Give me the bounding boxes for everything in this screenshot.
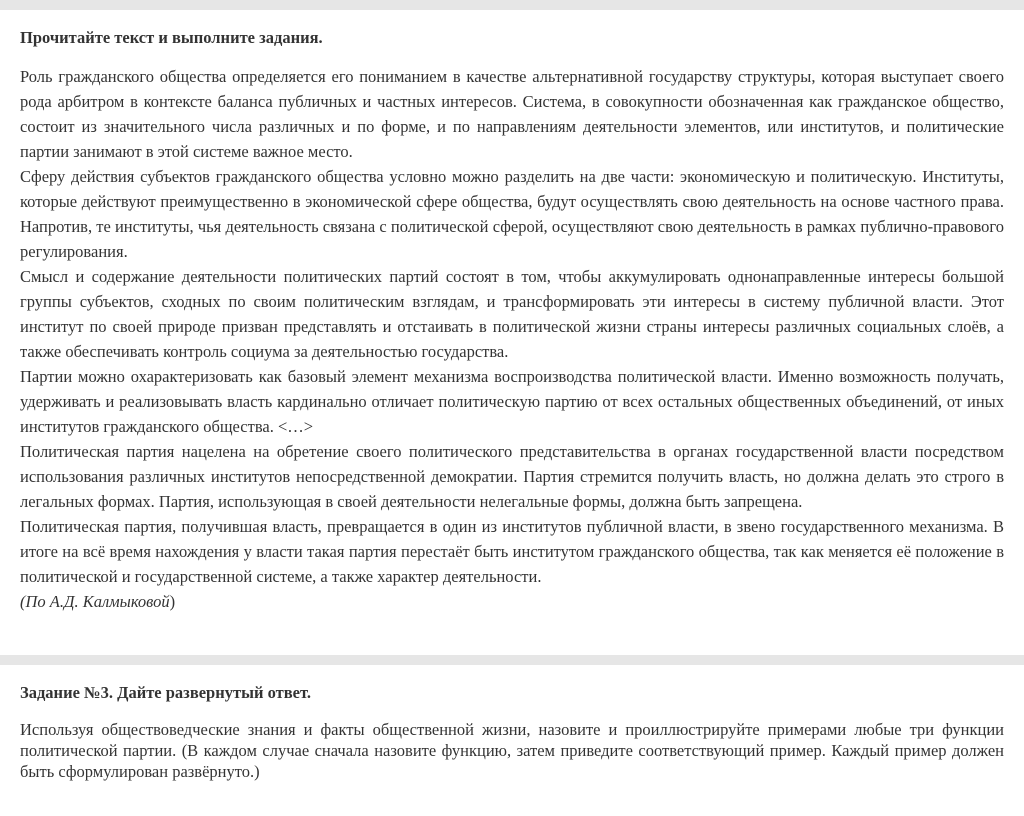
source-close: ) bbox=[169, 592, 176, 611]
reading-source bbox=[20, 589, 1004, 614]
reading-paragraph-5: Политическая партия нацелена на обретение своего политического представительства в органах государственной власти посредством использования различных институтов непосредственной демократии. Партия стремится получить власть, но должна делать это строго в легальных формах. Партия, использующая в своей деятельности нелегальные формы, должна быть запрещена. bbox=[20, 442, 1004, 511]
source-author: (По А.Д. Калмыковой bbox=[20, 592, 170, 611]
task-heading: Задание №3. Дайте развернутый ответ. bbox=[20, 683, 311, 702]
reading-paragraph-1: Роль гражданского общества определяется его пониманием в качестве альтернативной государству структуры, которая выступает своего рода арбитром в контексте баланса публичных и частных интересов. Система, в совокупности обозначенная как гражданское общество, состоит из значительного числа различных и по форме, и по направлениям деятельности элементов, или институтов, и политические партии занимают в этой системе важное место. bbox=[20, 67, 1004, 161]
reading-paragraph-6: Политическая партия, получившая власть, превращается в один из институтов публичной власти, в звено государственного механизма. В итоге на всё время нахождения у власти такая партия перестаёт быть институтом гражданского общества, так как меняется её положение в политической и государственной системе, а также характер деятельности. bbox=[20, 517, 1004, 586]
task-body: Используя обществоведческие знания и факты общественной жизни, назовите и проиллюстрируйте примерами любые три функции политической партии. (В каждом случае сначала назовите функцию, затем приведите соответствующий пример. Каждый пример должен быть сформулирован развёрнуто.) bbox=[20, 720, 1004, 781]
reading-paragraph-4: Партии можно охарактеризовать как базовый элемент механизма воспроизводства политической власти. Именно возможность получать, удерживать и реализовывать власть кардинально отличает политическую партию от всех остальных общественных объединений, от иных институтов гражданского общества. <…> bbox=[20, 367, 1004, 436]
reading-paragraph-2: Сферу действия субъектов гражданского общества условно можно разделить на две части: экономическую и политическую. Институты, которые действуют преимущественно в экономической сфере общества, будут осуществлять свою деятельность на основе частного права. Напротив, те институты, чья деятельность связана с политической сферой, осуществляют свою деятельность в рамках публично-правового регулирования. bbox=[20, 167, 1004, 261]
reading-heading: Прочитайте текст и выполните задания. bbox=[20, 28, 323, 47]
reading-section bbox=[0, 10, 1024, 655]
reading-text bbox=[20, 64, 1004, 614]
task-section bbox=[0, 665, 1024, 816]
reading-paragraph-3: Смысл и содержание деятельности политических партий состоят в том, чтобы аккумулировать однонаправленные интересы большой группы субъектов, сходных по своим политическим взглядам, и трансформировать эти интересы в систему публичной власти. Этот институт по своей природе призван представлять и отстаивать в политической жизни страны интересы различных социальных слоёв, а также обеспечивать контроль социума за деятельностью государства. bbox=[20, 267, 1004, 361]
